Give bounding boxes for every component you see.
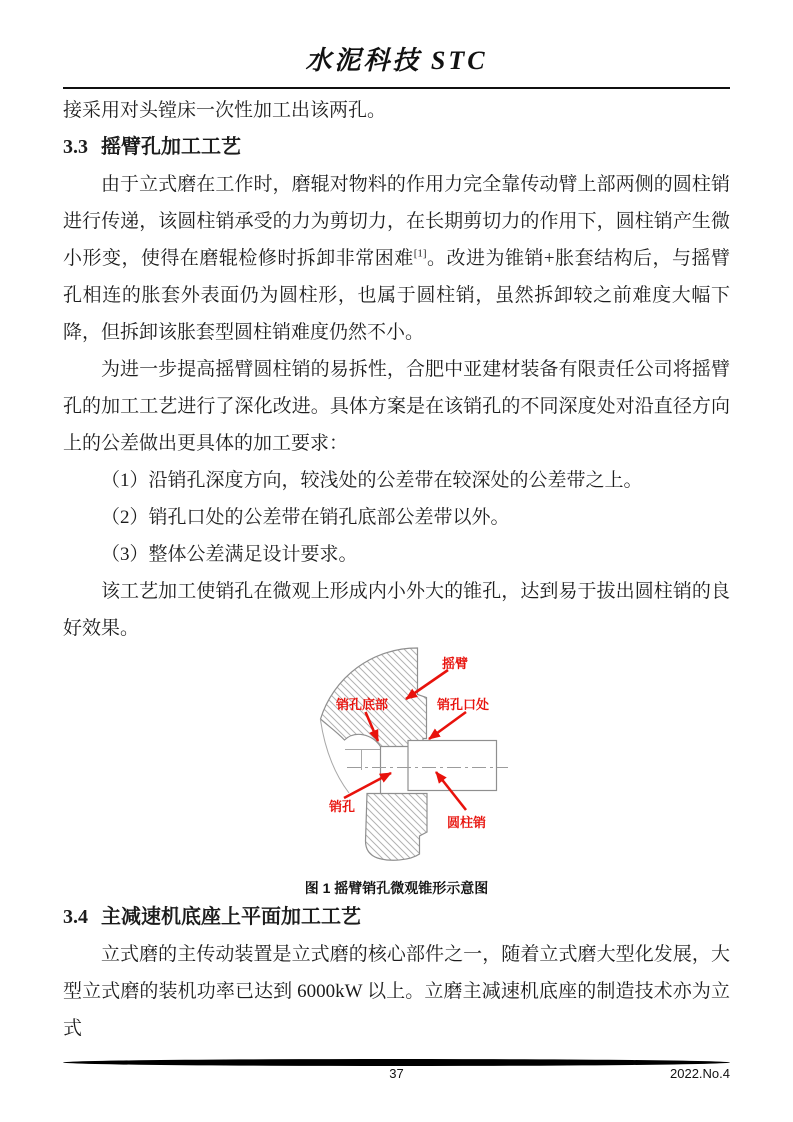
label-cylindrical-pin: 圆柱销 <box>447 815 487 830</box>
section-heading-3-3 <box>63 129 730 166</box>
label-pin-hole: 销孔 <box>329 799 356 814</box>
section-number: 3.4 <box>63 906 88 928</box>
cylindrical-pin-outline <box>408 741 497 791</box>
paragraph-improvement: 为进一步提高摇臂圆柱销的易拆性，合肥中亚建材装备有限责任公司将摇臂孔的加工工艺进行了深化改进。具体方案是在该销孔的不同深度处对沿直径方向上的公差做出更具体的加工要求： <box>63 359 730 454</box>
paragraph-gearbox: 立式磨的主传动装置是立式磨的核心部件之一，随着立式磨大型化发展，大型立式磨的装机功率已达到 6000kW 以上。立磨主减速机底座的制造技术亦为立式 <box>63 944 730 1039</box>
figure-1 <box>63 637 730 899</box>
rocker-arm-section-lower <box>366 794 428 861</box>
section-title: 主减速机底座上平面加工工艺 <box>101 906 361 928</box>
figure-drawing <box>295 637 525 877</box>
header-rule <box>63 87 730 89</box>
requirement-item-2: （2）销孔口处的公差带在销孔底部公差带以外。 <box>101 507 510 528</box>
label-rocker-arm: 摇臂 <box>442 656 469 671</box>
section-title: 摇臂孔加工工艺 <box>101 136 241 158</box>
paragraph-continuation: 接采用对头镗床一次性加工出该两孔。 <box>63 100 387 121</box>
requirement-item-3: （3）整体公差满足设计要求。 <box>101 544 358 565</box>
section-number: 3.3 <box>63 136 88 158</box>
requirement-item-1: （1）沿销孔深度方向，较浅处的公差带在较深处的公差带之上。 <box>101 470 643 491</box>
paragraph-effect: 该工艺加工使销孔在微观上形成内小外大的锥孔，达到易于拔出圆柱销的良好效果。 <box>63 581 730 639</box>
figure-caption: 图 1 摇臂销孔微观锥形示意图 <box>304 880 489 896</box>
issue-number: 2022.No.4 <box>670 1066 730 1081</box>
section-heading-3-4 <box>63 899 730 936</box>
page-content <box>63 92 730 1047</box>
footer-rule <box>63 1059 730 1066</box>
arrow-pin-hole-mouth <box>429 712 466 739</box>
paragraph-pin-shear <box>63 166 730 351</box>
page-number: 37 <box>389 1066 404 1081</box>
paragraph-text: 由于立式磨在工作时，磨辊对物料的作用力完全靠传动臂上部两侧的圆柱销进行传递，该圆柱销承受的力为剪切力，在长期剪切力的作用下，圆柱销产生微小形变，使得在磨辊检修时拆卸非常困难 <box>63 174 730 269</box>
label-pin-hole-bottom: 销孔底部 <box>336 697 389 712</box>
label-pin-hole-mouth: 销孔口处 <box>437 697 490 712</box>
citation-ref: [1] <box>413 247 427 260</box>
journal-title: 水泥科技 STC <box>305 46 488 75</box>
paragraph-text: 。改进为锥销+胀套结构后，与摇臂孔相连的胀套外表面仍为圆柱形，也属于圆柱销，虽然拆卸较之前难度大幅下降，但拆卸该胀套型圆柱销难度仍然不小。 <box>63 248 730 343</box>
